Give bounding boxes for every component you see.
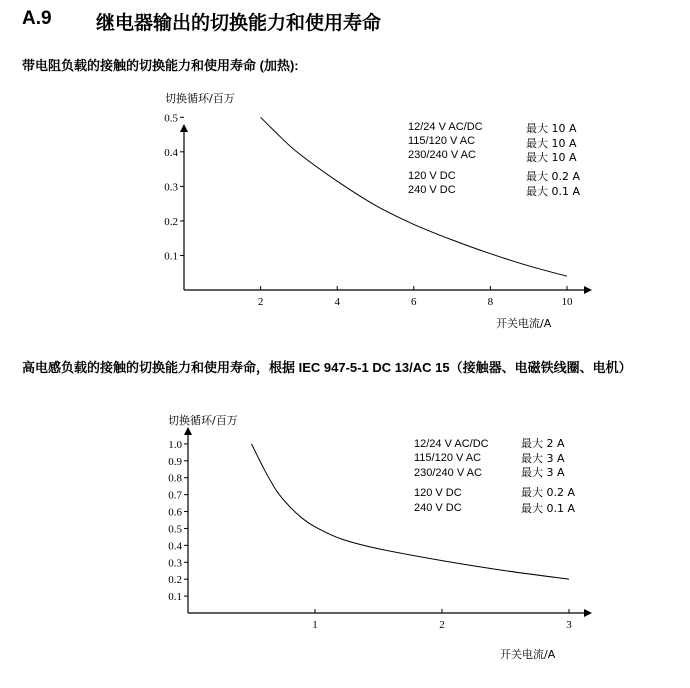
y-tick-label: 0.8 [168, 472, 182, 485]
chart1-legend-label-4: 120 V DC [408, 170, 456, 182]
chart1-legend-value-2: 最大 10 A [526, 137, 577, 150]
y-tick-label: 0.5 [164, 112, 178, 125]
y-tick-label: 0.4 [168, 540, 182, 553]
chart2-legend-label-4: 120 V DC [414, 487, 462, 499]
x-axis-arrow [584, 609, 592, 617]
x-tick-label: 10 [561, 296, 573, 308]
chart1-legend-value-4: 最大 0.2 A [526, 170, 581, 183]
x-axis-arrow [584, 286, 592, 294]
chart1-legend [408, 121, 580, 198]
y-tick-label: 0.5 [168, 523, 182, 536]
chart2-inductive-load [0, 402, 690, 672]
y-tick-label: 1.0 [168, 438, 182, 451]
chart1-x-axis-label: 开关电流/A [496, 317, 552, 330]
chart2-legend-value-3: 最大 3 A [521, 466, 565, 479]
y-tick-label: 0.4 [164, 146, 178, 159]
chart2-y-ticks [168, 439, 188, 603]
y-tick-label: 0.3 [164, 181, 178, 194]
chart1-legend-label-5: 240 V DC [408, 184, 456, 196]
chart1-legend-label-2: 115/120 V AC [408, 135, 476, 147]
x-tick-label: 4 [334, 296, 340, 308]
chart1-subtitle: 带电阻负载的接触的切换能力和使用寿命 (加热): [22, 58, 299, 73]
y-tick-label: 0.9 [168, 455, 182, 468]
x-tick-label: 2 [257, 296, 264, 308]
y-tick-label: 0.6 [168, 506, 182, 519]
chart2-x-ticks [312, 609, 572, 631]
chart2-x-axis-label: 开关电流/A [500, 648, 556, 661]
chart1-resistive-load [0, 82, 690, 342]
chart2-legend-label-1: 12/24 V AC/DC [414, 438, 489, 450]
chart1-legend-value-5: 最大 0.1 A [526, 185, 581, 198]
chart2-legend-value-1: 最大 2 A [521, 437, 565, 450]
chart1-x-ticks [258, 286, 573, 308]
x-tick-label: 1 [312, 619, 318, 631]
chart1-legend-value-1: 最大 10 A [526, 122, 577, 135]
x-tick-label: 8 [487, 296, 494, 308]
section-number: A.9 [22, 8, 52, 29]
chart1-y-axis-label: 切换循环/百万 [165, 92, 235, 105]
x-tick-label: 6 [411, 296, 417, 308]
y-axis-arrow [180, 124, 188, 132]
chart2-subtitle: 高电感负载的接触的切换能力和使用寿命，根据 IEC 947-5-1 DC 13/AC 15（接触器、电磁铁线圈、电机） [22, 360, 632, 375]
chart1-legend-label-3: 230/240 V AC [408, 149, 476, 161]
y-tick-label: 0.1 [164, 250, 178, 263]
y-tick-label: 0.1 [168, 591, 182, 604]
x-tick-label: 2 [439, 619, 445, 631]
x-tick-label: 3 [566, 619, 572, 631]
y-tick-label: 0.2 [164, 215, 178, 228]
chart1-legend-label-1: 12/24 V AC/DC [408, 121, 483, 133]
y-axis-arrow [184, 427, 192, 435]
chart2-legend [414, 436, 575, 515]
y-tick-label: 0.7 [168, 489, 182, 502]
chart2-legend-label-3: 230/240 V AC [414, 467, 482, 479]
y-tick-label: 0.2 [168, 574, 182, 587]
chart1-y-ticks [164, 112, 184, 262]
chart2-legend-value-2: 最大 3 A [521, 452, 565, 465]
chart2-legend-value-5: 最大 0.1 A [521, 502, 576, 515]
chart2-legend-label-2: 115/120 V AC [414, 452, 482, 464]
section-title: 继电器输出的切换能力和使用寿命 [96, 13, 382, 34]
chart2-y-axis-label: 切换循环/百万 [168, 414, 238, 427]
chart1-legend-value-3: 最大 10 A [526, 151, 577, 164]
chart2-legend-label-5: 240 V DC [414, 502, 462, 514]
y-tick-label: 0.3 [168, 557, 182, 570]
chart2-legend-value-4: 最大 0.2 A [521, 486, 576, 499]
